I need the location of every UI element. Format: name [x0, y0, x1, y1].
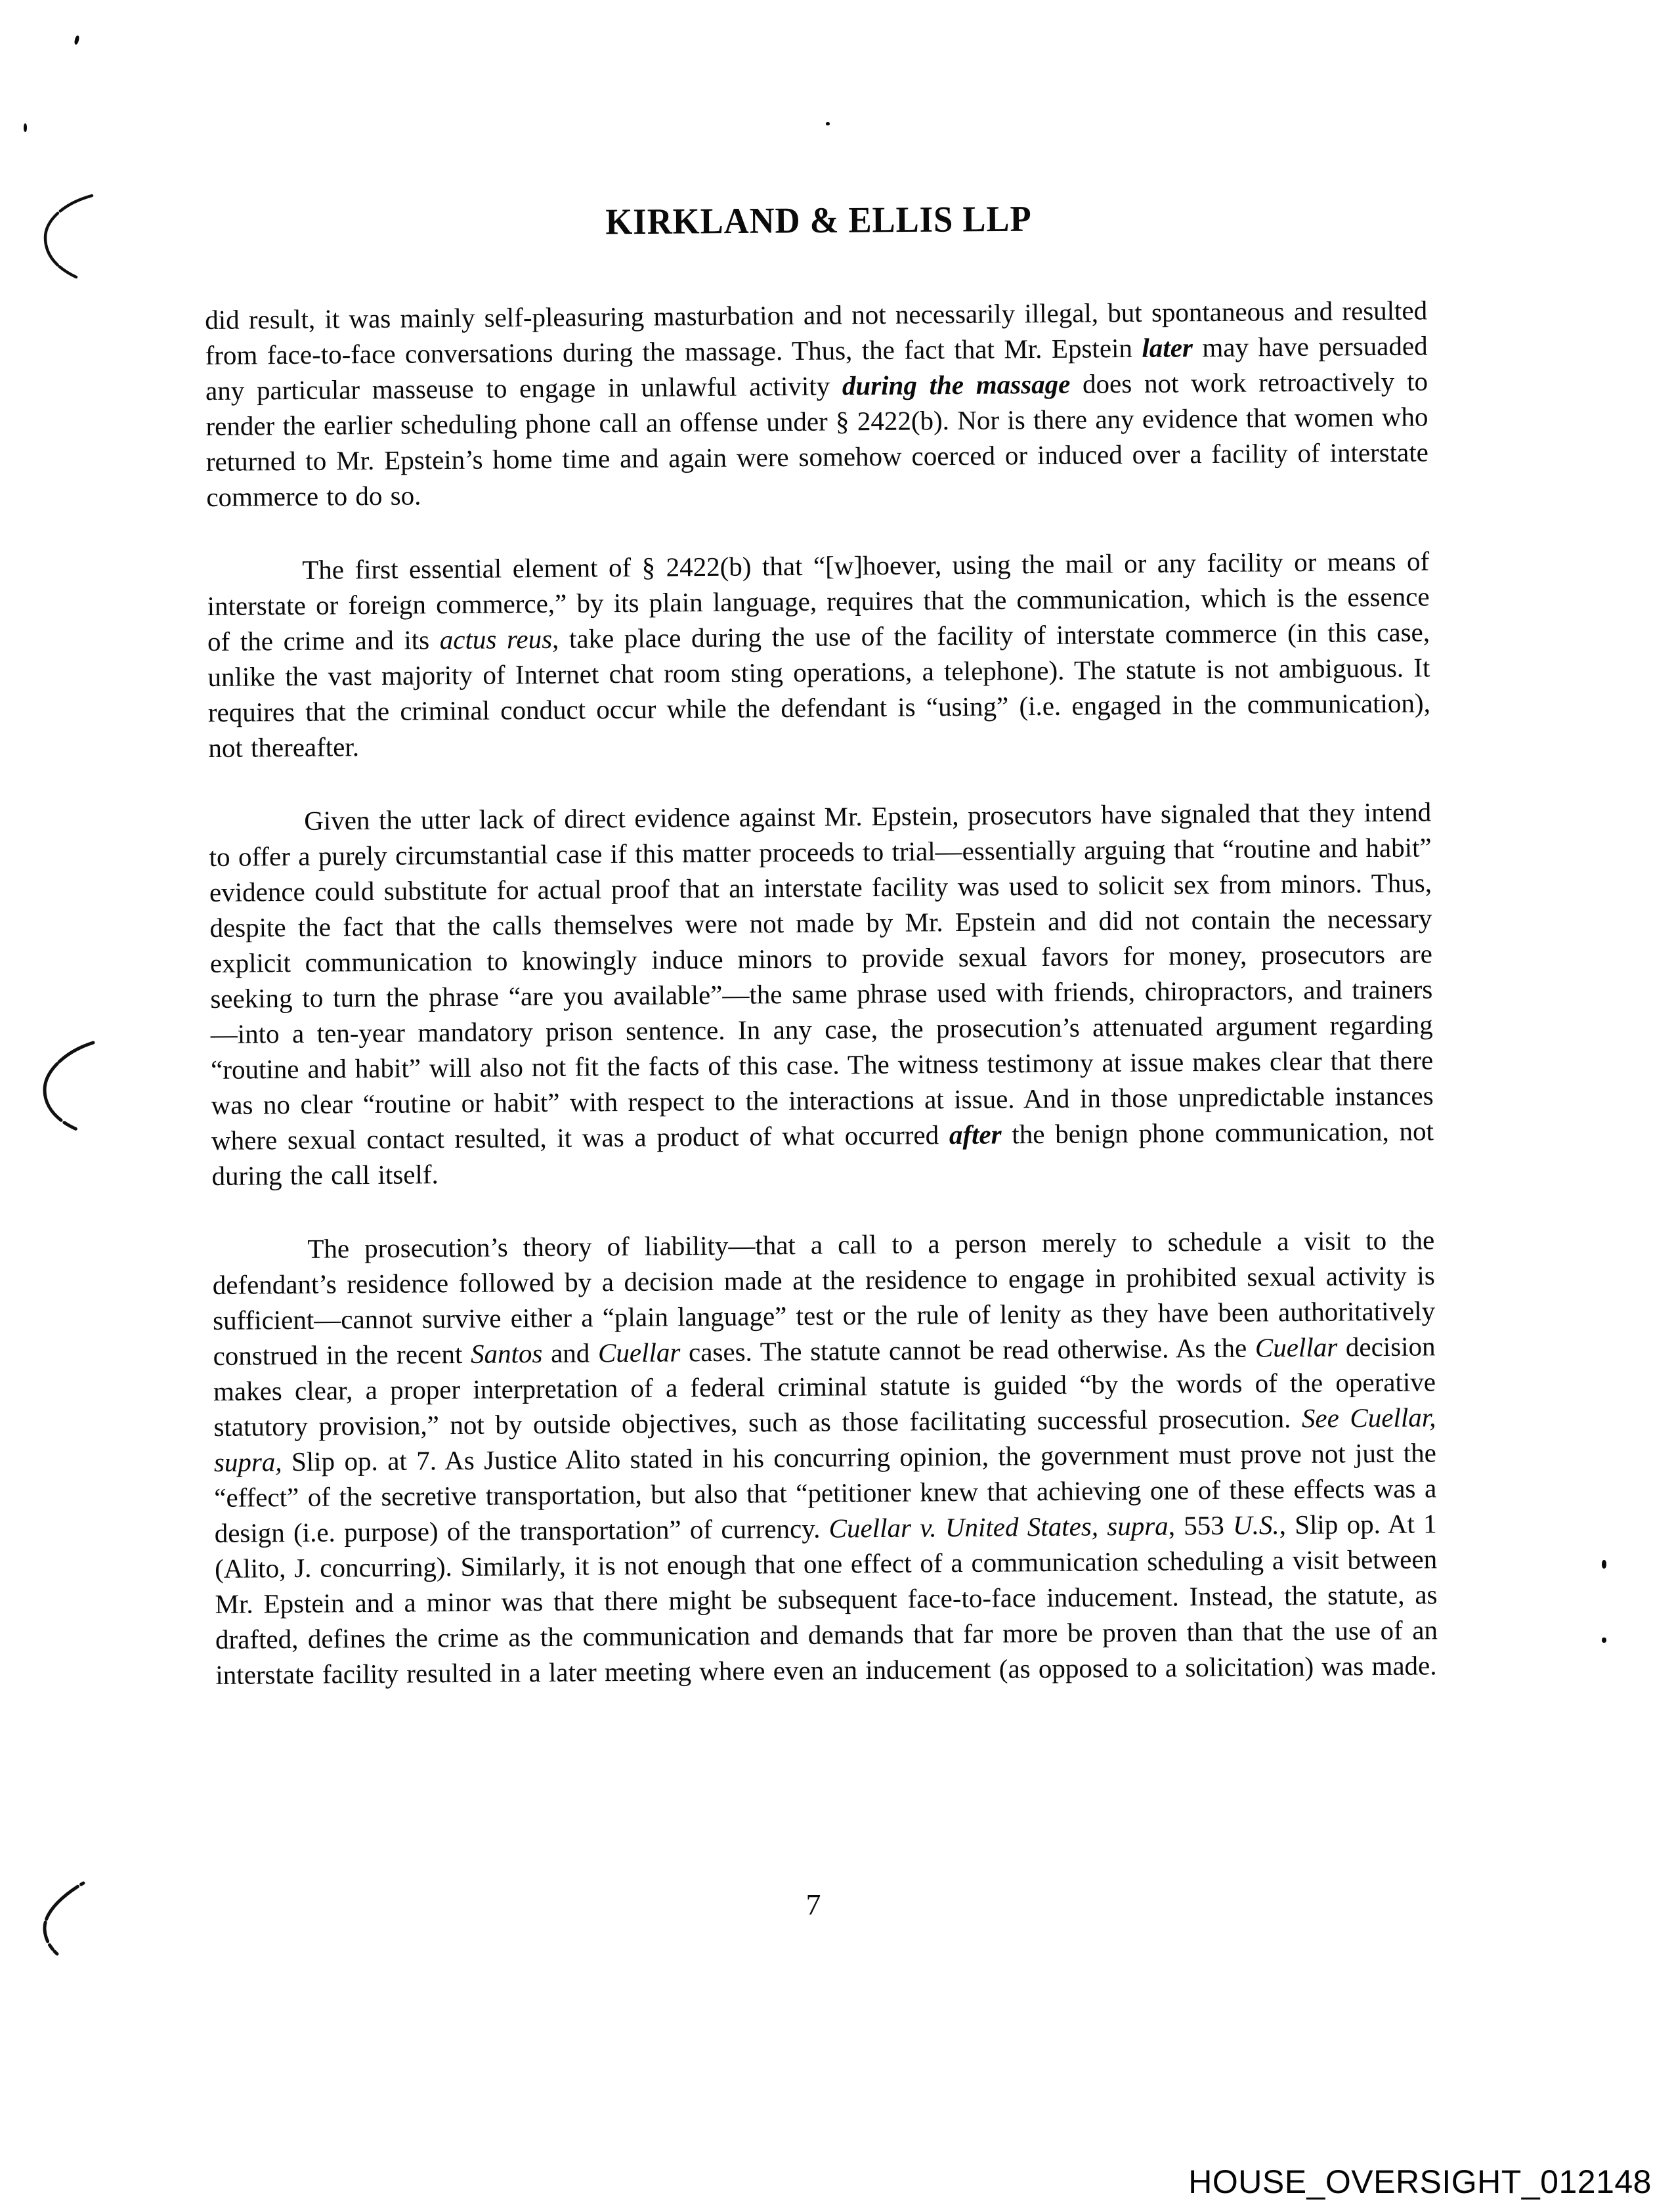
document-body: [205, 292, 1438, 1731]
body-text: may have persuaded any particular masseuse to engage in unlawful activity: [205, 330, 1428, 406]
emphasized-text: See Cuellar, supra,: [213, 1402, 1436, 1477]
paragraph: [205, 292, 1428, 515]
body-text: The prosecution’s theory of liability—that a call to a person merely to schedule a visit to the defendant’s residence followed by a decision made at the residence to engage in prohibited sexual activity is sufficient—cannot survive either a “plain language” test or the rule of lenity as they have been authoritatively construed in the recent: [212, 1225, 1436, 1371]
scan-speck: [826, 122, 830, 125]
emphasized-text: during the massage: [842, 368, 1071, 401]
emphasized-text: actus reus: [439, 623, 553, 655]
scan-speck: [1602, 1637, 1606, 1643]
page-number: 7: [805, 1888, 821, 1921]
body-text: Given the utter lack of direct evidence against Mr. Epstein, prosecutors have signaled that they intend to offer a purely circumstantial case if this matter proceeds to trial—essentially arguing that “routine and habit” evidence could substitute for actual proof that an interstate facility was used to solicit sex from minors. Thus, despite the fact that the calls themselves were not made by Mr. Epstein and did not contain the necessary explicit communication to knowingly induce minors to provide sexual favors for money, prosecutors are seeking to turn the phrase “are you available”—the same phrase used with friends, chiropractors, and trainers—into a ten-year mandatory prison sentence. In any case, the prosecution’s attenuated argument regarding “routine and habit” will also not fit the facts of this case. The witness testimony at issue makes clear that there was no clear “routine or habit” with respect to the interactions at issue. And in those unpredictable instances where sexual contact resulted, it was a product of what occurred: [209, 796, 1434, 1156]
body-text: and: [542, 1337, 599, 1369]
body-text: did result, it was mainly self-pleasuring masturbation and not necessarily illegal, but spontaneous and resulted from face-to-face conversations during the massage. Thus, the fact that Mr. Epstein: [205, 295, 1428, 370]
body-text: cases. The statute cannot be read otherwise. As the: [680, 1332, 1256, 1368]
emphasized-text: later: [1142, 332, 1193, 363]
body-text: The first essential element of § 2422(b) that “[w]hoever, using the mail or any facility or means of interstate or foreign commerce,” by its plain language, requires that the communication, which is the essence of the crime and its: [207, 546, 1430, 657]
scan-speck: [24, 123, 27, 132]
body-text: decision makes clear, a proper interpretation of a federal criminal statute is guided “by the words of the operative statutory provision,” not by outside objectives, such as those facilitating successful prosecution.: [213, 1331, 1436, 1442]
emphasized-text: U.S.: [1232, 1509, 1279, 1540]
firm-name-header: KIRKLAND & ELLIS LLP: [605, 198, 1032, 243]
paragraph: [209, 794, 1434, 1194]
paragraph: [212, 1222, 1438, 1693]
paragraph: [207, 543, 1430, 766]
body-text: , 553: [1168, 1509, 1234, 1541]
body-text: Slip op. at 7. As Justice Alito stated in his concurring opinion, the government must prove not just the “effect” of the secretive transportation, but also that “petitioner knew that achieving one of these effects was a design (i.e. purpose) of the transportation” of currency.: [214, 1437, 1437, 1548]
emphasized-text: after: [949, 1119, 1002, 1150]
scan-artifact-arc: [34, 1039, 100, 1136]
emphasized-text: Cuellar: [597, 1337, 681, 1368]
body-text: , take place during the use of the facility of interstate commerce (in this case, unlike the vast majority of Internet chat room sting operations, a telephone). The statute is not ambiguous. It requires that the criminal conduct occur while the defendant is “using” (i.e. engaged in the communication), not thereafter.: [207, 617, 1431, 763]
emphasized-text: Santos: [470, 1338, 543, 1369]
emphasized-text: Cuellar: [1255, 1332, 1338, 1363]
emphasized-text: Cuellar v. United States, supra: [828, 1510, 1169, 1544]
body-text: does not work retroactively to render the earlier scheduling phone call an offense under § 2422(b). Nor is there any evidence that women who returned to Mr. Epstein’s home time and again were somehow coerced or induced over a facility of interstate commerce to do so.: [205, 366, 1429, 512]
bates-number: HOUSE_OVERSIGHT_012148: [1188, 2163, 1652, 2200]
scan-speck: [1602, 1560, 1606, 1569]
scan-speck: [74, 35, 79, 45]
body-text: , Slip op. At 1 (Alito, J. concurring). Similarly, it is not enough that one effect of a communication scheduling a visit between Mr. Epstein and a minor was that there might be subsequent face-to-face inducement. Instead, the statute, as drafted, defines the crime as the communication and demands that far more be proven than that the use of an interstate facility resulted in a later meeting where even an inducement (as opposed to a solicitation) was made.: [214, 1508, 1438, 1690]
body-text: the benign phone communication, not during the call itself.: [211, 1116, 1434, 1191]
